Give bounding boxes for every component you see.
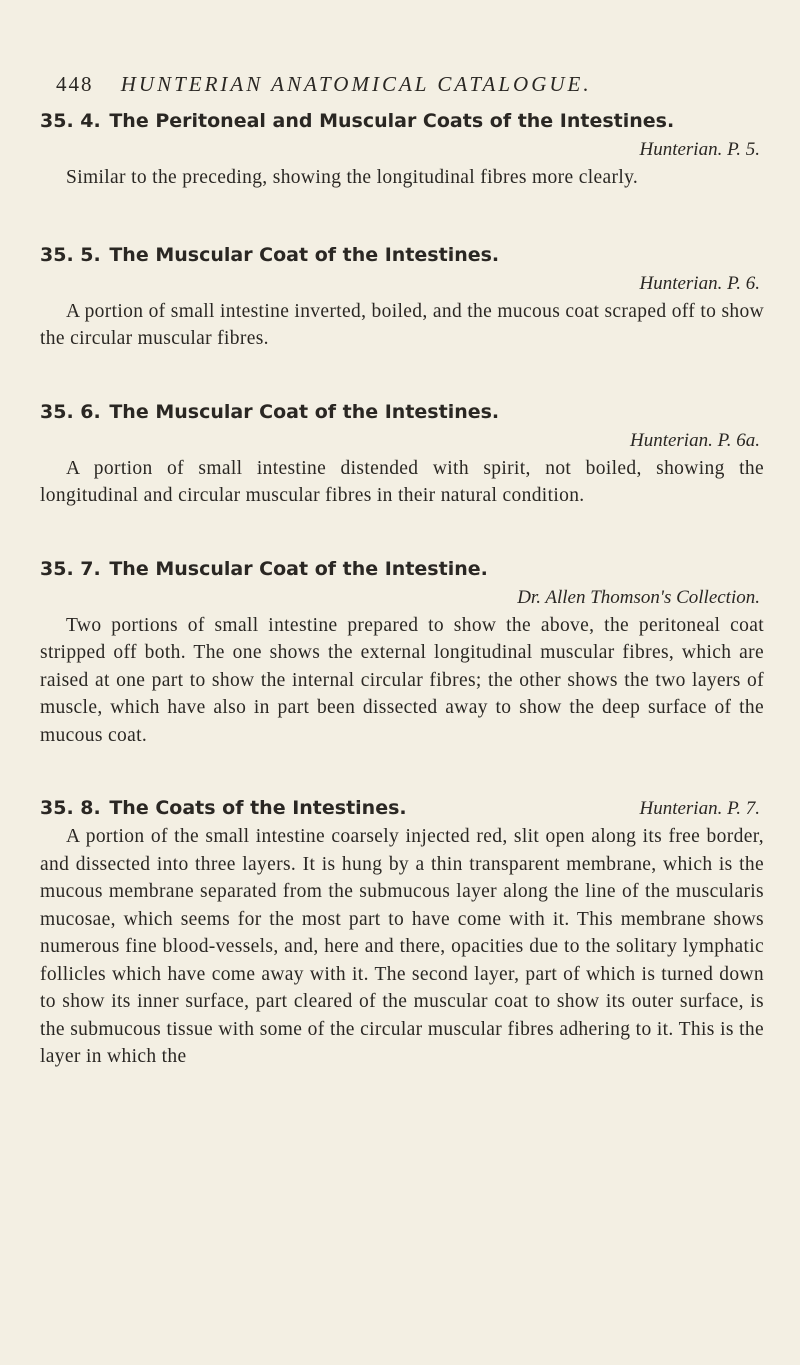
entry-source: Hunterian. P. 7.: [639, 798, 760, 819]
entry-source: Hunterian. P. 6a.: [629, 429, 760, 451]
catalogue-entry: [40, 240, 764, 353]
catalogue-entry: [40, 397, 764, 510]
entry-source: Dr. Allen Thomson's Collection.: [517, 586, 760, 608]
entry-heading: [40, 106, 764, 136]
page-number: 448: [56, 72, 94, 96]
entry-description: Similar to the preceding, showing the longitudinal fibres more clearly.: [66, 167, 639, 188]
catalogue-entry: [40, 106, 764, 192]
entry-number: 35. 4.: [40, 110, 101, 132]
entry-number: 35. 5.: [40, 243, 101, 266]
entry-title: The Coats of the Intestines.: [109, 797, 407, 819]
entry-source: Hunterian. P. 5.: [639, 139, 760, 160]
entry-heading: [40, 793, 764, 823]
entry-heading: [40, 554, 764, 584]
entry-title: The Muscular Coat of the Intestine.: [109, 557, 488, 580]
entry-heading: [40, 397, 764, 427]
entry-source: Hunterian. P. 6.: [639, 272, 760, 294]
running-title: HUNTERIAN ANATOMICAL CATALOGUE.: [120, 72, 592, 96]
catalogue-entry: [40, 554, 764, 750]
entry-spacer: [40, 192, 764, 240]
catalogue-entry: [40, 793, 764, 1071]
entry-heading: [40, 240, 764, 270]
entry-title: The Peritoneal and Muscular Coats of the Intestines.: [109, 110, 675, 132]
entry-number: 35. 8.: [40, 797, 101, 819]
entry-description: A portion of small intestine distended with spirit, not boiled, showing the longitudinal and circular muscular fibres in their natural condition.: [40, 457, 764, 506]
entry-description: Two portions of small intestine prepared to show the above, the peritoneal coat stripped off both. The one shows the external longitudinal muscular fibres, which are raised at one part to show the internal circular fibres; the other shows the two layers of muscle, which have also in part been dissected away to show the deep surface of the mucous coat.: [40, 614, 764, 746]
entry-title: The Muscular Coat of the Intestines.: [109, 243, 500, 266]
entry-description: A portion of small intestine inverted, boiled, and the mucous coat scraped off to show the circular muscular fibres.: [40, 300, 765, 349]
entry-title: The Muscular Coat of the Intestines.: [109, 400, 500, 423]
entry-spacer: [40, 353, 764, 397]
entry-spacer: [40, 749, 764, 793]
running-head: [56, 72, 764, 106]
entry-number: 35. 7.: [40, 557, 101, 580]
entry-description: A portion of the small intestine coarsely injected red, slit open along its free border, and dissected into three layers. It is hung by a thin transparent membrane, which is the mucous membrane separated from the submucous layer along the line of the muscularis mucosae, which seems for the most part to have come with it. This membrane shows numerous fine blood-vessels, and, here and there, opacities due to the solitary lymphatic follicles which have come away with it. The second layer, part of which is turned down to show its inner surface, part cleared of the muscular coat to show its outer surface, is the submucous tissue with some of the circular muscular fibres adhering to it. This is the layer in which the: [40, 826, 764, 1067]
entry-spacer: [40, 510, 764, 554]
entry-number: 35. 6.: [40, 400, 101, 423]
